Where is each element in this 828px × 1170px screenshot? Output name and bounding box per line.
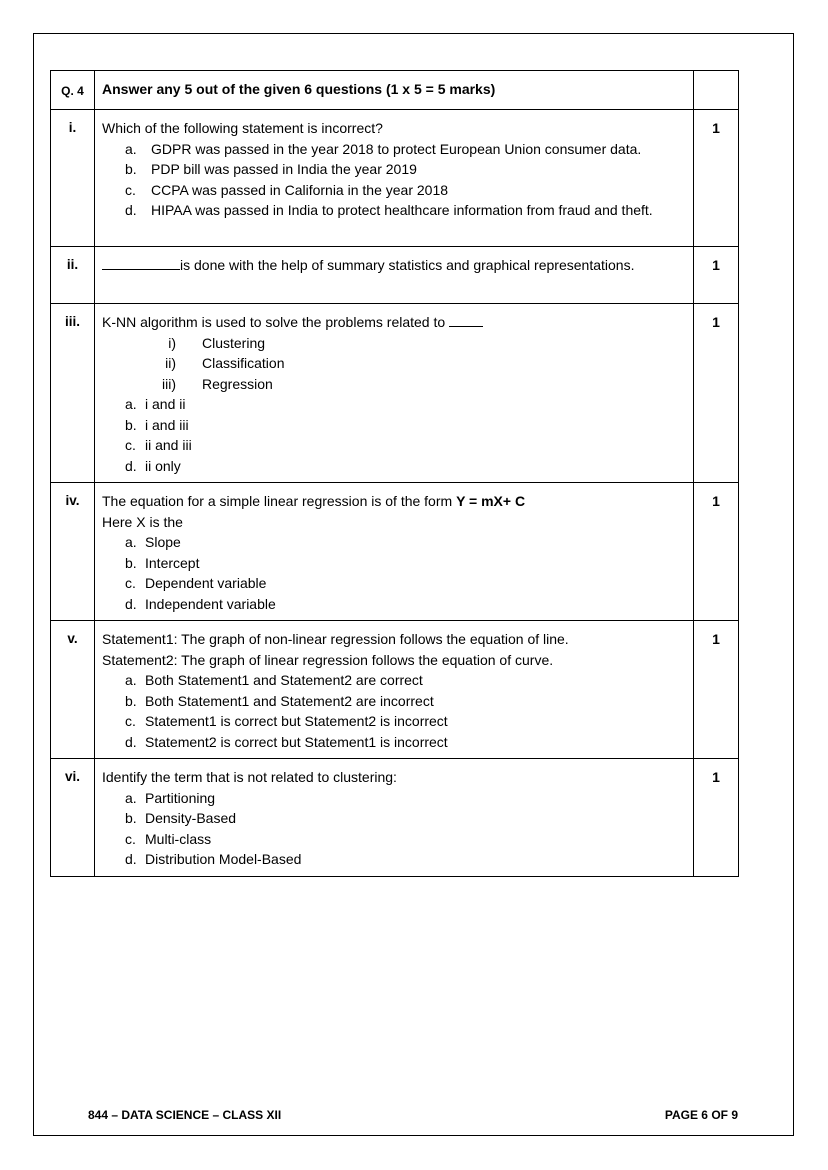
option-label: c. [125,575,136,591]
equation: Y = mX+ C [456,493,526,509]
marks-value: 1 [694,621,739,759]
sub-item-text: Regression [202,375,273,392]
option [102,670,687,691]
option-text: Both Statement1 and Statement2 are incorrect [145,692,434,709]
question-text: Which of the following statement is incorrect? [102,120,383,136]
option [102,415,687,436]
option [102,553,687,574]
question-row-v [51,621,739,759]
sub-item-label: ii) [165,355,176,371]
option-text: HIPAA was passed in India to protect healthcare information from fraud and theft. [151,202,653,218]
option-text: GDPR was passed in the year 2018 to protect European Union consumer data. [151,140,642,157]
option-text: Multi-class [145,830,212,847]
option [102,456,687,477]
option [102,849,687,870]
option-text: Statement1 is correct but Statement2 is incorrect [145,713,448,729]
footer-page-number: PAGE 6 OF 9 [664,1108,738,1122]
marks-value: 1 [694,247,739,304]
option-text: Density-Based [145,810,237,826]
fill-in-blank [449,312,483,327]
option-label: b. [125,416,137,433]
option-text: Distribution Model-Based [145,851,302,867]
question-row-i [51,110,739,247]
option-label: c. [125,437,136,453]
option-text: Intercept [145,554,200,571]
marks-value: 1 [694,110,739,247]
option [102,532,687,553]
question-row-iii [51,304,739,483]
option [102,829,687,850]
question-text: Statement1: The graph of non-linear regression follows the equation of line. [102,631,569,647]
option-text: Independent variable [145,595,276,612]
option-text: ii and iii [145,437,192,453]
question-text: is done with the help of summary statistics and graphical representations. [180,257,635,273]
sub-item [102,353,687,374]
question-number: ii. [51,247,95,304]
option-text: CCPA was passed in California in the year 2018 [151,181,449,198]
option [102,732,687,753]
option [102,394,687,415]
option-text: Dependent variable [145,575,267,591]
question-row-iv [51,483,739,621]
option-text: i and iii [145,416,189,433]
marks-cell [694,71,739,110]
question-text: K-NN algorithm is used to solve the problems related to [102,314,446,330]
option-label: a. [125,534,137,550]
option-label: c. [125,713,136,729]
question-number: vi. [51,759,95,877]
option-text: Partitioning [145,789,216,806]
sub-item-label: iii) [162,375,176,392]
fill-in-blank [102,255,180,270]
option [102,180,687,201]
option [102,200,687,221]
option-label: b. [125,810,137,826]
option-label: a. [125,396,137,412]
option [102,573,687,594]
option [102,808,687,829]
option-text: PDP bill was passed in India the year 2019 [151,161,417,177]
option-label: d. [125,595,137,612]
marks-value: 1 [694,304,739,483]
option [102,788,687,809]
option-text: ii only [145,457,181,474]
question-number: v. [51,621,95,759]
option-text: i and ii [145,396,186,412]
table-header-row [51,71,739,110]
option [102,159,687,180]
option [102,435,687,456]
question-table [50,70,739,877]
option-label: d. [125,202,137,218]
question-number: i. [51,110,95,247]
question-text: The equation for a simple linear regression is of the form [102,493,453,509]
question-row-ii [51,247,739,304]
option-label: a. [125,140,137,157]
question-number: Q. 4 [51,71,95,110]
option-label: a. [125,789,137,806]
option-text: Statement2 is correct but Statement1 is incorrect [145,733,448,750]
question-number: iii. [51,304,95,483]
option-text: Slope [145,534,181,550]
option-label: a. [125,672,137,688]
question-subtext: Here X is the [102,513,183,530]
sub-item-text: Clustering [202,334,266,351]
instruction-text: Answer any 5 out of the given 6 questions (1 x 5 = 5 marks) [95,71,694,110]
option-label: c. [125,830,136,847]
question-text: Identify the term that is not related to clustering: [102,769,397,785]
option-label: b. [125,692,137,709]
question-row-vi [51,759,739,877]
question-number: iv. [51,483,95,621]
option-label: d. [125,851,137,867]
sub-item [102,374,687,395]
option [102,139,687,160]
sub-item-text: Classification [202,355,285,371]
marks-value: 1 [694,759,739,877]
option [102,594,687,615]
option-label: b. [125,161,137,177]
question-subtext: Statement2: The graph of linear regression follows the equation of curve. [102,651,554,668]
sub-item [102,333,687,354]
option-label: d. [125,457,137,474]
option-label: c. [125,181,136,198]
footer-course: 844 – DATA SCIENCE – CLASS XII [88,1108,282,1122]
marks-value: 1 [694,483,739,621]
option-text: Both Statement1 and Statement2 are correct [145,672,423,688]
option-label: d. [125,733,137,750]
option-label: b. [125,554,137,571]
sub-item-label: i) [168,334,176,351]
option [102,711,687,732]
option [102,691,687,712]
